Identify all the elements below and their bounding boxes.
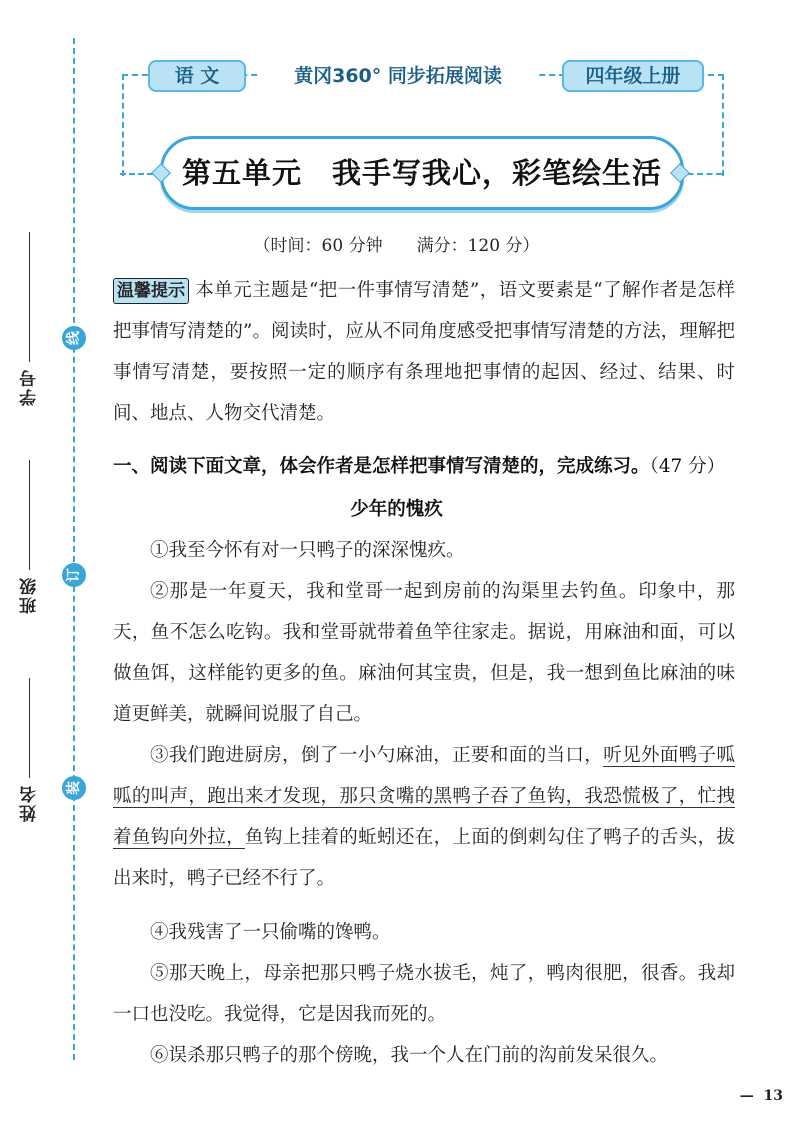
page-number-value: 13	[763, 1088, 783, 1104]
time-score-info: （时间：60 分钟 满分：120 分）	[253, 236, 540, 256]
class-label: 班级	[19, 576, 40, 614]
grade-pill: 四年级上册	[562, 60, 704, 92]
name-blank[interactable]	[29, 678, 30, 778]
tip-badge: 温馨提示	[113, 278, 189, 304]
series-name: 黄冈360° 同步拓展阅读	[258, 62, 538, 90]
story-paragraph-3	[113, 735, 735, 899]
p3-text-end: 鱼钩上挂着的蚯蚓还在，上面的倒刺勾住了鸭子的舌头，拔出来时，鸭子已经不行了。	[113, 827, 735, 889]
tip-text: 本单元主题是“把一件事情写清楚”，语文要素是“了解作者是怎样把事情写清楚的”。阅读时，应从不同角度感受把事情写清楚的方法，理解把事情写清楚，要按照一定的顺序有条理地把事情的起因、经过、结果、时间、地点、人物交代清楚。	[113, 280, 735, 424]
unit-title: 第五单元 我手写我心，彩笔绘生活	[181, 156, 662, 190]
story-paragraph-2: ②那是一年夏天，我和堂哥一起到房前的沟渠里去钓鱼。印象中，那天，鱼不怎么吃钩。我和堂哥就带着鱼竿往家走。据说，用麻油和面，可以做鱼饵，这样能钓更多的鱼。麻油何其宝贵，但是，我一想到鱼比麻油的味道更鲜美，就瞬间说服了自己。	[113, 581, 735, 725]
story-paragraph-6: ⑥误杀那只鸭子的那个傍晚，我一个人在门前的沟前发呆很久。	[150, 1045, 669, 1066]
page-dash: —	[739, 1088, 754, 1104]
name-label: 姓名	[19, 784, 40, 822]
p3-text-start: ③我们跑进厨房，倒了一小勺麻油，正要和面的当口，	[150, 745, 604, 766]
subject-pill: 语 文	[148, 60, 246, 92]
page-number	[740, 1088, 783, 1104]
question-text: 一、阅读下面文章，体会作者是怎样把事情写清楚的，完成练习。	[113, 456, 650, 477]
story-paragraph-4: ④我残害了一只偷嘴的馋鸭。	[150, 922, 391, 943]
story-title: 少年的愧疚	[350, 499, 443, 520]
question-heading	[113, 452, 753, 478]
story-paragraph-1: ①我至今怀有对一只鸭子的深深愧疚。	[150, 540, 465, 561]
question-score: （47 分）	[649, 456, 726, 477]
unit-title-box	[160, 136, 684, 210]
story-paragraph-5: ⑤那天晚上，母亲把那只鸭子烧水拔毛，炖了，鸭肉很肥，很香。我却一口也没吃。我觉得，它是因我而死的。	[113, 963, 735, 1025]
binding-mark-zhuang: 装	[62, 776, 86, 800]
class-field[interactable]	[14, 460, 44, 614]
name-field[interactable]	[14, 678, 44, 822]
binding-mark-ding: 订	[62, 563, 86, 587]
student-id-label: 学号	[19, 368, 40, 406]
binding-dashed-line	[73, 38, 75, 1060]
tip-paragraph	[113, 270, 735, 434]
p3-underlined-text: 听见外面鸭子呱呱的叫声，跑出来才发现，那只贪嘴的黑鸭子吞了鱼钩，我恐慌极了，忙拽着鱼钩向外拉，	[113, 745, 735, 848]
binding-mark-xian: 线	[62, 326, 86, 350]
student-id-field[interactable]	[14, 232, 44, 406]
